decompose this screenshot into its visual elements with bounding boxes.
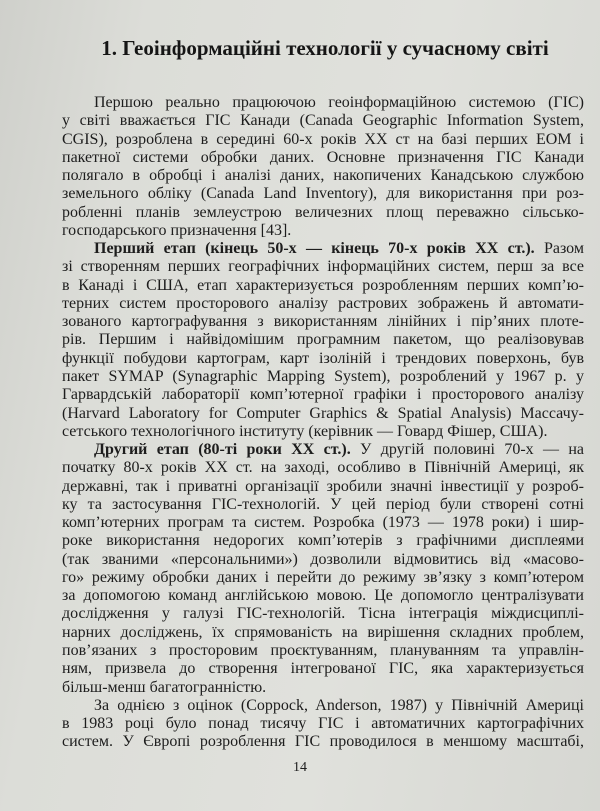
line-text: зі створенням перших географічних інформаційних систем, перш за все <box>62 258 584 276</box>
text-line <box>62 222 584 240</box>
line-text: у світі вважається ГІС Канади (Canada Geographic Information System, <box>62 112 584 130</box>
text-line <box>62 204 584 222</box>
line-text: нарних досліджень, їх спрямованість на вирішення складних проблем, <box>62 623 584 641</box>
line-text: Першою реально працюючою геоінформаційною системою (ГІС) <box>94 94 584 111</box>
line-text: рів. Першим і найвідомішим програмним пакетом, що реалізовував <box>62 331 584 349</box>
text-line <box>62 715 584 733</box>
text-line <box>62 605 584 623</box>
stage-heading: Другий етап (80-ті роки XX ст.). <box>94 441 351 459</box>
paragraph <box>62 441 584 697</box>
line-text: пов’язаних з просторовим проєктуванням, плануванням та управлін- <box>62 641 584 659</box>
body-text <box>62 94 584 752</box>
line-text: господарського призначення [43]. <box>62 221 292 239</box>
text-line <box>62 423 584 441</box>
line-text: ням, призвела до створення інтегрованої ГІС, яка характеризується <box>62 660 584 678</box>
line-text: CGIS), розроблена в середині 60-х років XX ст на базі перших ЕОМ і <box>62 130 584 148</box>
text-line <box>62 112 584 130</box>
text-line <box>62 277 584 295</box>
text-line <box>62 240 584 258</box>
text-line <box>62 185 584 203</box>
text-line <box>62 569 584 587</box>
line-text: в 1983 році було понад тисячу ГІС і автоматичних картографічних <box>62 715 584 733</box>
text-line <box>62 551 584 569</box>
line-text: дослідження у галузі ГІС-технологій. Тісна інтеграція міждисциплі- <box>62 605 584 623</box>
text-line <box>62 733 584 751</box>
text-line <box>62 313 584 331</box>
page-number: 14 <box>293 760 307 775</box>
text-line <box>62 94 584 112</box>
text-line <box>62 350 584 368</box>
text-line <box>62 386 584 404</box>
text-line <box>62 496 584 514</box>
line-text: початку 80-х років XX ст. на заході, особливо в Північній Америці, як <box>62 459 584 477</box>
line-text: го» режиму обробки даних і перейти до режиму зв’язку з комп’ютером <box>62 568 584 586</box>
stage-heading: Перший етап (кінець 50-х — кінець 70-х років XX ст.). <box>94 240 535 258</box>
line-text: Разом <box>534 240 585 258</box>
text-line <box>62 405 584 423</box>
text-line <box>62 660 584 678</box>
line-text: пакетної системи обробки даних. Основне призначення ГІС Канади <box>62 148 584 166</box>
line-text: роке використання недорогих комп’ютерів з графічними дисплеями <box>62 532 584 550</box>
text-line <box>62 642 584 660</box>
line-text: за допомогою команд англійською мовою. Це допомогло централізувати <box>62 587 584 605</box>
section-title: 1. Геоінформаційні технології у сучасному світі <box>101 36 549 60</box>
line-text: сетського технологічного інституту (керівник — Говард Фішер, США). <box>62 422 548 440</box>
paragraph <box>62 697 584 752</box>
text-line <box>62 331 584 349</box>
text-line <box>62 478 584 496</box>
line-text: комп’ютерних програм та систем. Розробка (1973 — 1978 роки) і шир- <box>62 514 584 532</box>
text-line <box>62 587 584 605</box>
line-text: державні, так і приватні організації зробили значні інвестиції у розроб- <box>62 477 584 495</box>
text-line <box>62 295 584 313</box>
text-line <box>62 679 584 697</box>
text-line <box>62 149 584 167</box>
line-text: терних систем просторового аналізу растрових зображень й автомати- <box>62 294 584 312</box>
line-text: в Канаді і США, етап характеризується розробленням перших комп’ю- <box>62 276 584 294</box>
line-text: більш-менш багатогранністю. <box>62 678 267 696</box>
text-line <box>62 368 584 386</box>
line-text: У другій половині 70-х — на <box>350 441 584 459</box>
line-text: земельного обліку (Canada Land Inventory), для використання при роз- <box>62 185 584 203</box>
line-text: (так званими «персональними») дозволили відмовитись від «масово- <box>62 550 584 568</box>
line-text: робленні планів землеустрою величезних площ переважно сільсько- <box>62 203 584 221</box>
line-text: За однією з оцінок (Coppock, Anderson, 1987) у Північній Америці <box>94 696 584 714</box>
paragraph <box>62 240 584 441</box>
text-line <box>62 459 584 477</box>
line-text: Гарвардській лабораторії комп’ютерної графіки і просторового аналізу <box>62 386 584 404</box>
line-text: систем. У Європі розроблення ГІС проводилося в меншому масштабі, <box>62 733 584 751</box>
text-line <box>62 258 584 276</box>
line-text: пакет SYMAP (Synagraphic Mapping System), розроблений у 1967 р. у <box>62 367 584 385</box>
text-line <box>62 624 584 642</box>
line-text: зованого картографування з використанням лінійних і пір’яних плоте- <box>62 313 584 331</box>
line-text: функції побудови картограм, карт ізоліній і трендових поверхонь, був <box>62 349 584 367</box>
text-line <box>62 532 584 550</box>
line-text: полягало в обробці і аналізі даних, накопичених Канадською службою <box>62 167 584 185</box>
text-line <box>62 167 584 185</box>
text-line <box>62 131 584 149</box>
line-text: ку та застосування ГІС-технологій. У цей період були створені сотні <box>62 495 584 513</box>
text-line <box>62 697 584 715</box>
text-line <box>62 441 584 459</box>
line-text: (Harvard Laboratory for Computer Graphics & Spatial Analysis) Массачу- <box>62 404 584 422</box>
text-line <box>62 514 584 532</box>
paragraph <box>62 94 584 240</box>
